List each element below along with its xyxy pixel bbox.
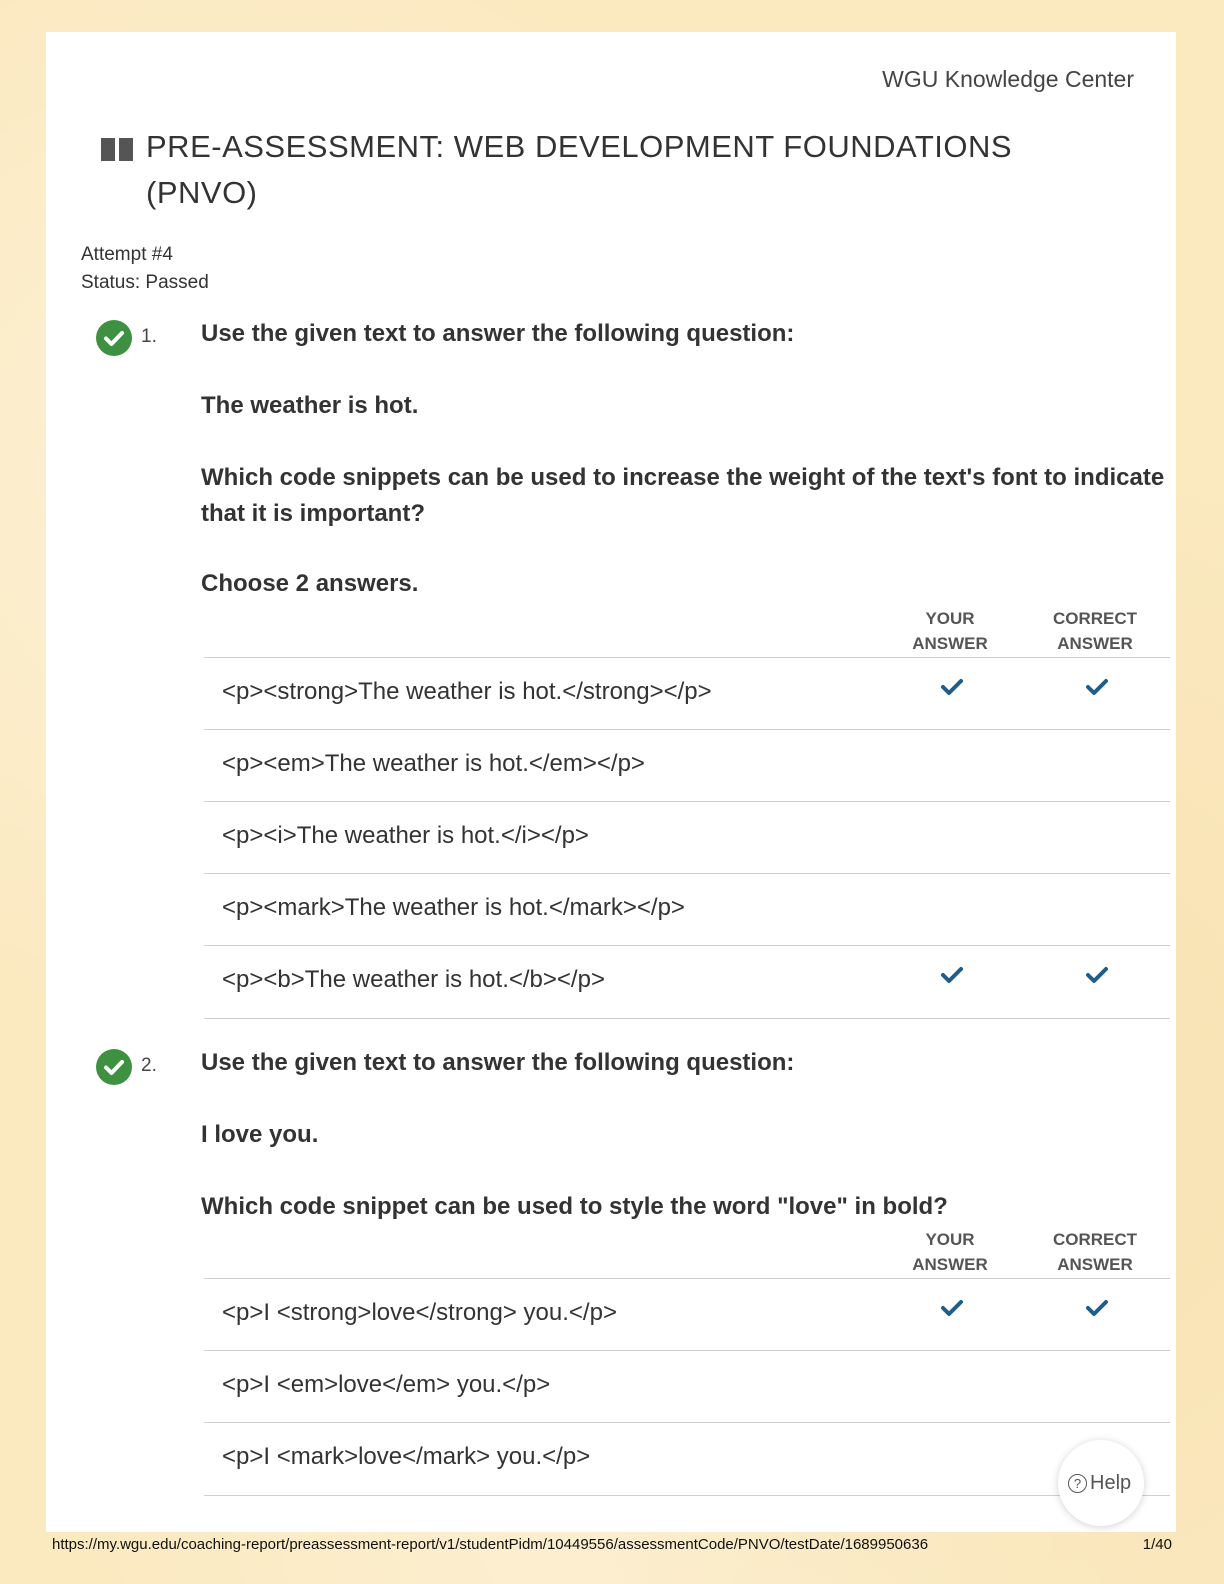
your-answer-header: YOUR ANSWER — [912, 1230, 988, 1274]
question-instruction: Choose 2 answers. — [201, 570, 419, 597]
print-page-number: 1/40 — [1142, 1536, 1172, 1553]
attempt-number: Attempt #4 — [81, 244, 173, 265]
answer-text: <p><b>The weather is hot.</b></p> — [222, 966, 605, 993]
check-circle-icon — [96, 1049, 132, 1085]
attempt-status: Status: Passed — [81, 272, 209, 293]
correct-answer-check-icon — [1086, 678, 1108, 696]
answer-row — [204, 873, 1170, 946]
answer-text: <p><strong>The weather is hot.</strong></p> — [222, 678, 712, 705]
your-answer-check-icon — [941, 678, 963, 696]
your-answer-header: YOUR ANSWER — [912, 609, 988, 653]
correct-answer-header: CORRECT ANSWER — [1052, 609, 1138, 653]
answer-text: <p><i>The weather is hot.</i></p> — [222, 822, 589, 849]
question-text: Which code snippets can be used to increase the weight of the text's font to indicate that it is important? — [201, 464, 1165, 527]
book-icon — [100, 136, 134, 162]
question-number: 1. — [141, 326, 157, 347]
answer-text: <p>I <em>love</em> you.</p> — [222, 1371, 551, 1398]
question-given-text: The weather is hot. — [201, 392, 419, 419]
print-url: https://my.wgu.edu/coaching-report/preassessment-report/v1/studentPidm/10449556/assessmentCode/PNVO/testDate/1689950636 — [52, 1536, 929, 1553]
page-title — [146, 124, 1146, 216]
check-circle-icon — [96, 320, 132, 356]
help-button[interactable] — [1058, 1440, 1144, 1526]
question-circle-icon: ? — [1068, 1474, 1087, 1493]
answer-row — [204, 657, 1170, 730]
answer-text: <p>I <strong>love</strong> you.</p> — [222, 1299, 617, 1326]
answer-row — [204, 1278, 1170, 1351]
title-line-2: (PNVO) — [146, 175, 258, 210]
answer-row — [204, 1422, 1170, 1496]
attempt-meta — [81, 241, 209, 297]
answer-row — [204, 801, 1170, 874]
question-number: 2. — [141, 1055, 157, 1076]
report-page — [46, 32, 1176, 1532]
your-answer-check-icon — [941, 1299, 963, 1317]
question-prompt: Use the given text to answer the following question: — [201, 320, 795, 347]
correct-answer-check-icon — [1086, 966, 1108, 984]
question-prompt: Use the given text to answer the following question: — [201, 1049, 795, 1076]
print-footer — [52, 1536, 1172, 1556]
correct-answer-header: CORRECT ANSWER — [1052, 1230, 1138, 1274]
question-text: Which code snippet can be used to style the word "love" in bold? — [201, 1193, 948, 1220]
answer-text: <p><mark>The weather is hot.</mark></p> — [222, 894, 685, 921]
question-given-text: I love you. — [201, 1121, 319, 1148]
answer-row — [204, 729, 1170, 802]
answer-text: <p>I <mark>love</mark> you.</p> — [222, 1443, 591, 1470]
correct-answer-check-icon — [1086, 1299, 1108, 1317]
title-line-1: PRE-ASSESSMENT: WEB DEVELOPMENT FOUNDATIONS — [146, 129, 1013, 164]
answer-row — [204, 1350, 1170, 1423]
answer-text: <p><em>The weather is hot.</em></p> — [222, 750, 645, 777]
help-label: Help — [1090, 1472, 1132, 1494]
your-answer-check-icon — [941, 966, 963, 984]
knowledge-center-link[interactable]: WGU Knowledge Center — [882, 66, 1134, 92]
answer-row — [204, 945, 1170, 1019]
